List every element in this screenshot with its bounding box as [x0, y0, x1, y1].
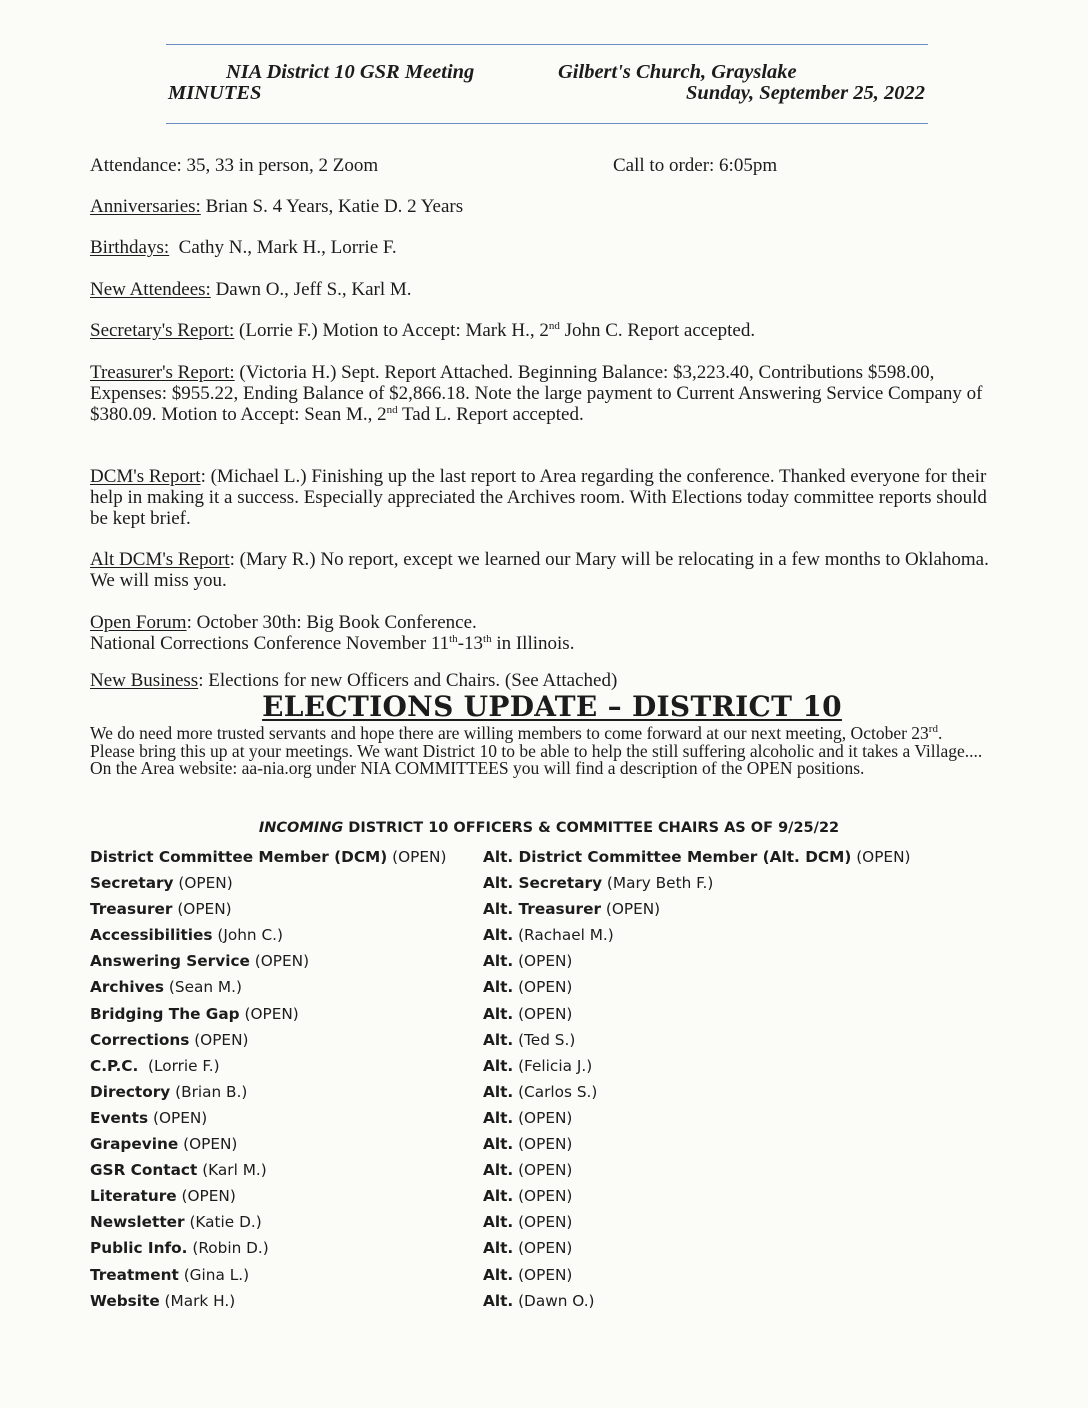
header-top-rule — [166, 44, 928, 45]
alt-position-role: Alt. — [483, 1187, 514, 1206]
position-role: C.P.C. — [90, 1056, 139, 1075]
position-role: Website — [90, 1291, 160, 1310]
position-holder: (OPEN) — [172, 900, 232, 919]
position-holder: (OPEN) — [173, 874, 233, 893]
alt-position-role: Alt. — [483, 1004, 514, 1023]
alt-position — [483, 948, 572, 974]
anniversaries-text: Brian S. 4 Years, Katie D. 2 Years — [200, 196, 464, 217]
position — [90, 948, 309, 974]
incoming-rest: DISTRICT 10 OFFICERS & COMMITTEE CHAIRS AS OF 9/25/22 — [343, 820, 840, 836]
new-attendees-text: Dawn O., Jeff S., Karl M. — [210, 279, 412, 300]
alt-position-holder: (OPEN) — [513, 952, 573, 971]
open-forum-line2-end: in Illinois. — [491, 633, 575, 654]
position — [90, 1262, 249, 1288]
elections-title: ELECTIONS UPDATE – DISTRICT 10 — [262, 690, 842, 723]
alt-position — [483, 1001, 572, 1027]
alt-position — [483, 1262, 572, 1288]
position-role: Newsletter — [90, 1213, 185, 1232]
header-bottom-rule — [166, 123, 928, 124]
alt-position — [483, 1183, 572, 1209]
alt-position-holder: (OPEN) — [513, 1239, 573, 1258]
position-holder: (Mark H.) — [159, 1291, 236, 1310]
alt-position — [483, 1105, 572, 1131]
new-attendees-label: New Attendees: — [90, 279, 211, 300]
alt-position-holder: (Rachael M.) — [513, 926, 614, 945]
alt-dcm-report-label: Alt DCM's Report — [90, 549, 230, 570]
treasurer-report — [90, 362, 990, 425]
position — [90, 1183, 236, 1209]
anniversaries — [90, 196, 990, 217]
alt-position-role: Alt. — [483, 1108, 514, 1127]
position-role: District Committee Member (DCM) — [90, 848, 388, 866]
secretary-report-label: Secretary's Report: — [90, 320, 235, 341]
meeting-title: NIA District 10 GSR Meeting — [226, 61, 475, 83]
alt-position-role: Alt. Treasurer — [483, 900, 601, 919]
alt-position — [483, 1027, 575, 1053]
position — [90, 922, 283, 948]
alt-position — [483, 1053, 592, 1079]
meeting-venue: Gilbert's Church, Grayslake — [558, 61, 797, 83]
new-business — [90, 670, 990, 691]
position — [90, 974, 242, 1000]
position-role: Accessibilities — [90, 926, 213, 945]
position-holder: (OPEN) — [239, 1004, 299, 1023]
position-holder: (John C.) — [212, 926, 283, 945]
birthdays — [90, 237, 990, 258]
new-business-label: New Business — [90, 670, 199, 691]
alt-position — [483, 896, 660, 922]
alt-position-holder: (Felicia J.) — [513, 1056, 593, 1075]
alt-position-holder: (OPEN) — [513, 978, 573, 997]
position-holder: (Katie D.) — [184, 1213, 262, 1232]
alt-position-role: Alt. — [483, 1213, 514, 1232]
position — [90, 844, 446, 870]
alt-position-role: Alt. District Committee Member (Alt. DCM) — [483, 848, 852, 866]
position-role: Corrections — [90, 1030, 190, 1049]
position — [90, 1288, 235, 1314]
position — [90, 1235, 269, 1261]
alt-position-role: Alt. — [483, 1161, 514, 1180]
alt-position-holder: (OPEN) — [513, 1265, 573, 1284]
treasurer-report-label: Treasurer's Report: — [90, 362, 235, 383]
position-role: Treatment — [90, 1265, 179, 1284]
alt-position-holder: (OPEN) — [851, 848, 911, 866]
alt-position-holder: (OPEN) — [513, 1187, 573, 1206]
alt-position — [483, 922, 614, 948]
position — [90, 1131, 237, 1157]
secretary-report-text: (Lorrie F.) Motion to Accept: Mark H., 2 — [234, 320, 549, 341]
open-forum — [90, 612, 990, 654]
open-forum-sup1: th — [449, 633, 458, 645]
position-role: Archives — [90, 978, 165, 997]
position-role: Grapevine — [90, 1135, 179, 1154]
incoming-em: INCOMING — [258, 820, 344, 836]
position-holder: (Robin D.) — [187, 1239, 269, 1258]
alt-position — [483, 1288, 595, 1314]
birthdays-label: Birthdays: — [90, 237, 170, 258]
position-role: Events — [90, 1108, 149, 1127]
alt-position-holder: (OPEN) — [513, 1213, 573, 1232]
incoming-heading — [0, 820, 1088, 836]
alt-position-role: Alt. — [483, 1265, 514, 1284]
anniversaries-label: Anniversaries: — [90, 196, 201, 217]
position-holder: (Gina L.) — [178, 1265, 250, 1284]
position-holder: (OPEN) — [176, 1187, 236, 1206]
position-holder: (OPEN) — [178, 1135, 238, 1154]
dcm-report-text: : (Michael L.) Finishing up the last report to Area regarding the conference. Thanked everyone for their help in making it a success. Especially appreciated the Archives room. With Elections today committee reports should be kept brief. — [90, 466, 987, 529]
position-role: Public Info. — [90, 1239, 188, 1258]
alt-position — [483, 1157, 572, 1183]
alt-position-role: Alt. — [483, 926, 514, 945]
alt-position — [483, 1235, 572, 1261]
open-forum-label: Open Forum — [90, 612, 187, 633]
alt-position-role: Alt. — [483, 1030, 514, 1049]
alt-dcm-report — [90, 549, 990, 591]
position — [90, 870, 233, 896]
elections-sup: rd — [928, 723, 938, 735]
alt-position-role: Alt. — [483, 1135, 514, 1154]
elections-text-c: On the Area website: aa-nia.org under NIA COMMITTEES you will find a description of the OPEN positions. — [90, 758, 865, 778]
alt-position — [483, 974, 572, 1000]
treasurer-report-text-end: Tad L. Report accepted. — [397, 404, 584, 425]
elections-text-b: . Please bring this up at your meetings. We want District 10 to be able to help the still suffering alcoholic and it takes a Village.... — [90, 723, 983, 761]
treasurer-report-text: (Victoria H.) Sept. Report Attached. Beginning Balance: $3,223.40, Contributions $598.00, Expenses: $955.22, Ending Balance of $2,866.18. Note the large payment to Current Answering Service Company of $380.09. Motion to Accept: Sean M., 2 — [90, 362, 983, 425]
position — [90, 1209, 262, 1235]
alt-dcm-report-text: : (Mary R.) No report, except we learned our Mary will be relocating in a few months to Oklahoma. We will miss you. — [90, 549, 989, 591]
position — [90, 1105, 207, 1131]
alt-position-role: Alt. — [483, 1291, 514, 1310]
alt-position-holder: (Dawn O.) — [513, 1291, 595, 1310]
call-to-order: Call to order: 6:05pm — [613, 155, 778, 176]
alt-position-role: Alt. — [483, 978, 514, 997]
alt-position-role: Alt. — [483, 1239, 514, 1258]
treasurer-report-sup: nd — [386, 404, 398, 416]
open-forum-sup2: th — [483, 633, 492, 645]
position-holder: (Brian B.) — [170, 1082, 248, 1101]
secretary-report — [90, 320, 990, 341]
position-holder: (Lorrie F.) — [138, 1056, 220, 1075]
position — [90, 1027, 249, 1053]
alt-position — [483, 1131, 572, 1157]
alt-position — [483, 844, 911, 870]
doc-type: MINUTES — [168, 82, 262, 104]
position — [90, 1079, 247, 1105]
position — [90, 1001, 299, 1027]
alt-position-holder: (Carlos S.) — [513, 1082, 598, 1101]
position-role: Bridging The Gap — [90, 1004, 240, 1023]
alt-position — [483, 1209, 572, 1235]
position-role: Secretary — [90, 874, 174, 893]
position-role: Answering Service — [90, 952, 250, 971]
position-holder: (Karl M.) — [197, 1161, 267, 1180]
position-holder: (OPEN) — [148, 1108, 208, 1127]
new-business-text: : Elections for new Officers and Chairs. (See Attached) — [198, 670, 618, 691]
position-holder: (OPEN) — [249, 952, 310, 971]
attendance: Attendance: 35, 33 in person, 2 Zoom — [90, 155, 379, 176]
alt-position — [483, 1079, 597, 1105]
alt-position-role: Alt. — [483, 1082, 514, 1101]
position-role: GSR Contact — [90, 1161, 198, 1180]
secretary-report-sup: nd — [548, 320, 560, 332]
alt-position — [483, 870, 713, 896]
open-forum-line2: National Corrections Conference November 11 — [90, 633, 450, 654]
alt-position-holder: (OPEN) — [513, 1161, 573, 1180]
alt-position-role: Alt. Secretary — [483, 874, 603, 893]
position — [90, 1053, 220, 1079]
alt-position-holder: (OPEN) — [600, 900, 661, 919]
open-forum-line1: : October 30th: Big Book Conference. — [186, 612, 477, 633]
position-holder: (Sean M.) — [164, 978, 242, 997]
position-role: Directory — [90, 1082, 171, 1101]
alt-position-holder: (OPEN) — [513, 1004, 573, 1023]
elections-text-a: We do need more trusted servants and hope there are willing members to come forward at our next meeting, October 23 — [90, 723, 929, 743]
elections-text — [90, 725, 990, 778]
alt-position-holder: (OPEN) — [513, 1135, 573, 1154]
open-forum-line2-mid: -13 — [457, 633, 484, 654]
alt-position-holder: (Mary Beth F.) — [602, 874, 714, 893]
position — [90, 896, 232, 922]
position-role: Literature — [90, 1187, 177, 1206]
alt-position-holder: (OPEN) — [513, 1108, 573, 1127]
alt-position-role: Alt. — [483, 952, 514, 971]
position-holder: (OPEN) — [387, 848, 447, 866]
new-attendees — [90, 279, 990, 300]
alt-position-role: Alt. — [483, 1056, 514, 1075]
birthdays-text: Cathy N., Mark H., Lorrie F. — [169, 237, 397, 258]
dcm-report — [90, 466, 990, 529]
position-role: Treasurer — [90, 900, 173, 919]
secretary-report-text-end: John C. Report accepted. — [559, 320, 756, 341]
position-holder: (OPEN) — [189, 1030, 249, 1049]
meeting-date: Sunday, September 25, 2022 — [686, 82, 925, 104]
alt-position-holder: (Ted S.) — [513, 1030, 576, 1049]
position — [90, 1157, 267, 1183]
dcm-report-label: DCM's Report — [90, 466, 201, 487]
